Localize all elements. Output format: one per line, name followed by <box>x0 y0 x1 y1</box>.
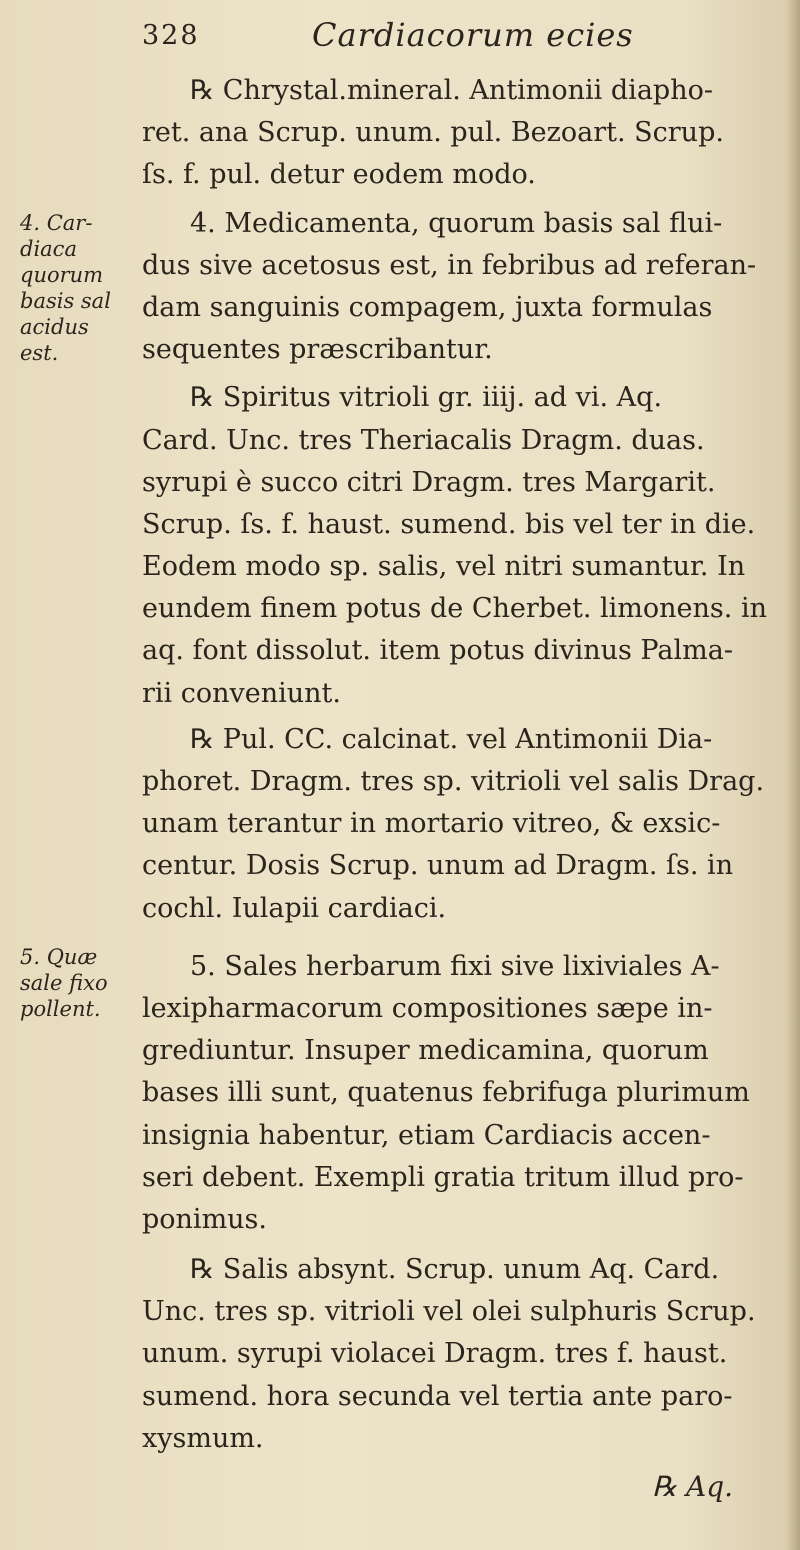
margin-note-line: quorum <box>20 263 104 287</box>
section-4-paragraph <box>142 203 792 372</box>
recipe-salis-absynt <box>142 1249 792 1460</box>
text-line: seri debent. Exempli gratia tritum illud pro- <box>142 1161 744 1193</box>
margin-note-line: pollent. <box>20 997 101 1021</box>
margin-note-4 <box>20 210 138 366</box>
text-line: rii conveniunt. <box>142 677 341 709</box>
text-line: aq. font dissolut. item potus divinus Palma- <box>142 635 733 667</box>
text-line: xysmum. <box>142 1422 264 1454</box>
text-line: 5. Sales herbarum fixi sive lixiviales A- <box>190 950 720 982</box>
text-line: Unc. tres sp. vitrioli vel olei sulphuris Scrup. <box>142 1296 756 1328</box>
main-text-block <box>142 68 792 1460</box>
text-line: ponimus. <box>142 1203 267 1235</box>
margin-note-5 <box>20 944 138 1022</box>
text-line: ℞ Pul. CC. calcinat. vel Antimonii Dia- <box>190 723 713 755</box>
text-line: ℞ Salis absynt. Scrup. unum Aq. Card. <box>190 1254 720 1286</box>
text-line: unam terantur in mortario vitreo, & exsic- <box>142 808 721 840</box>
text-line: 4. Medicamenta, quorum basis sal flui- <box>190 207 723 239</box>
text-line: Eodem modo sp. salis, vel nitri sumantur. In <box>142 551 746 583</box>
margin-note-line: est. <box>20 341 59 365</box>
text-line: ſs. f. pul. detur eodem modo. <box>142 159 536 191</box>
text-line: unum. syrupi violacei Dragm. tres f. haust. <box>142 1338 728 1370</box>
text-line: cochl. Iulapii cardiaci. <box>142 892 447 924</box>
catchword: ℞ Aq. <box>652 1470 734 1503</box>
text-line: Scrup. ſs. f. haust. sumend. bis vel ter in die. <box>142 508 756 540</box>
page-number: 328 <box>142 20 200 51</box>
text-line: dus sive acetosus est, in febribus ad referan- <box>142 249 757 281</box>
text-line: insignia habentur, etiam Cardiacis accen- <box>142 1119 711 1151</box>
text-line: bases illi sunt, quatenus febrifuga plurimum <box>142 1077 750 1109</box>
text-line: dam sanguinis compagem, juxta formulas <box>142 291 713 323</box>
margin-note-line: acidus <box>20 315 89 339</box>
text-line: ret. ana Scrup. unum. pul. Bezoart. Scrup. <box>142 117 724 149</box>
page-header <box>142 14 742 58</box>
text-line: ℞ Spiritus vitrioli gr. iiij. ad vi. Aq. <box>190 382 663 414</box>
margin-note-line: sale fixo <box>20 971 108 995</box>
recipe-chrystal <box>142 70 792 197</box>
text-line: syrupi è succo citri Dragm. tres Margarit. <box>142 466 716 498</box>
text-line: centur. Dosis Scrup. unum ad Dragm. ſs. in <box>142 850 734 882</box>
text-line: phoret. Dragm. tres sp. vitrioli vel salis Drag. <box>142 766 765 797</box>
recipe-spiritus-vitrioli <box>142 377 792 715</box>
recipe-pulvis-cc <box>142 719 792 930</box>
text-line: sequentes præscribantur. <box>142 334 493 366</box>
section-5-paragraph <box>142 946 792 1241</box>
text-line: ℞ Chrystal.mineral. Antimonii diapho- <box>190 75 713 106</box>
text-line: lexipharmacorum compositiones sæpe in- <box>142 992 713 1024</box>
margin-note-line: 5. Quæ <box>20 945 98 969</box>
margin-note-line: 4. Car- <box>20 211 93 235</box>
margin-note-line: diaca <box>20 237 77 261</box>
text-line: eundem finem potus de Cherbet. limonens. in <box>142 593 767 625</box>
margin-note-line: basis sal <box>20 289 111 313</box>
text-line: grediuntur. Insuper medicamina, quorum <box>142 1035 709 1067</box>
text-line: Card. Unc. tres Theriacalis Dragm. duas. <box>142 424 705 456</box>
running-title: Cardiacorum ecies <box>312 16 634 54</box>
text-line: sumend. hora secunda vel tertia ante paro- <box>142 1380 733 1412</box>
